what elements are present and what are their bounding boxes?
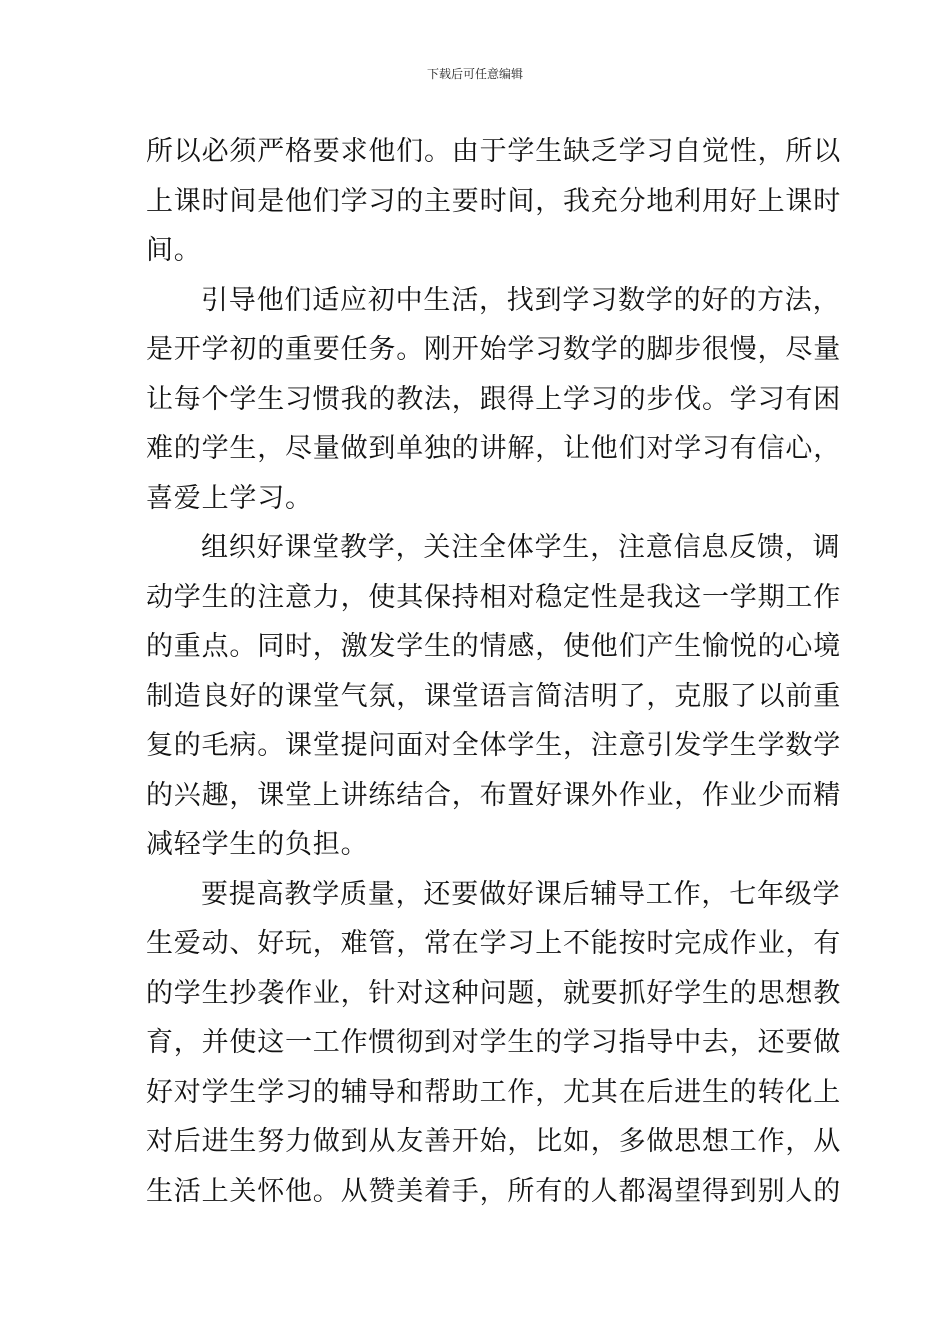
text-line: 好对学生学习的辅导和帮助工作，尤其在后进生的转化上 xyxy=(146,1076,841,1108)
text-line: 的兴趣，课堂上讲练结合，布置好课外作业，作业少而精 xyxy=(146,779,841,811)
page-header: 下载后可任意编辑 xyxy=(426,67,523,81)
text-line: 上课时间是他们学习的主要时间，我充分地利用好上课时 xyxy=(146,185,841,217)
text-line: 生活上关怀他。从赞美着手，所有的人都渴望得到别人的 xyxy=(146,1175,841,1207)
text-line: 喜爱上学习。 xyxy=(146,482,313,514)
text-line: 对后进生努力做到从友善开始，比如，多做思想工作，从 xyxy=(146,1126,841,1157)
paragraph-first-line: 引导他们适应初中生活，找到学习数学的好的方法， xyxy=(201,284,841,316)
text-line: 所以必须严格要求他们。由于学生缺乏学习自觉性，所以 xyxy=(146,136,841,167)
text-line: 生爱动、好玩，难管，常在学习上不能按时完成作业，有 xyxy=(146,928,841,959)
document-body xyxy=(146,127,841,1216)
text-line: 复的毛病。课堂提问面对全体学生，注意引发学生学数学 xyxy=(146,730,841,761)
text-line: 育，并使这一工作惯彻到对学生的学习指导中去，还要做 xyxy=(146,1027,841,1058)
paragraph-first-line: 组织好课堂教学，关注全体学生，注意信息反馈，调 xyxy=(201,532,841,563)
text-line: 减轻学生的负担。 xyxy=(146,829,369,860)
text-line: 制造良好的课堂气氛，课堂语言简洁明了，克服了以前重 xyxy=(146,680,841,712)
text-line: 让每个学生习惯我的教法，跟得上学习的步伐。学习有困 xyxy=(146,383,841,415)
text-line: 难的学生，尽量做到单独的讲解，让他们对学习有信心， xyxy=(146,433,841,464)
text-line: 是开学初的重要任务。刚开始学习数学的脚步很慢，尽量 xyxy=(146,334,841,365)
text-line: 的重点。同时，激发学生的情感，使他们产生愉悦的心境 xyxy=(146,631,841,662)
text-line: 的学生抄袭作业，针对这种问题，就要抓好学生的思想教 xyxy=(146,977,841,1009)
paragraph-first-line: 要提高教学质量，还要做好课后辅导工作，七年级学 xyxy=(201,878,841,910)
text-line: 动学生的注意力，使其保持相对稳定性是我这一学期工作 xyxy=(146,581,841,613)
text-line: 间。 xyxy=(146,235,202,266)
